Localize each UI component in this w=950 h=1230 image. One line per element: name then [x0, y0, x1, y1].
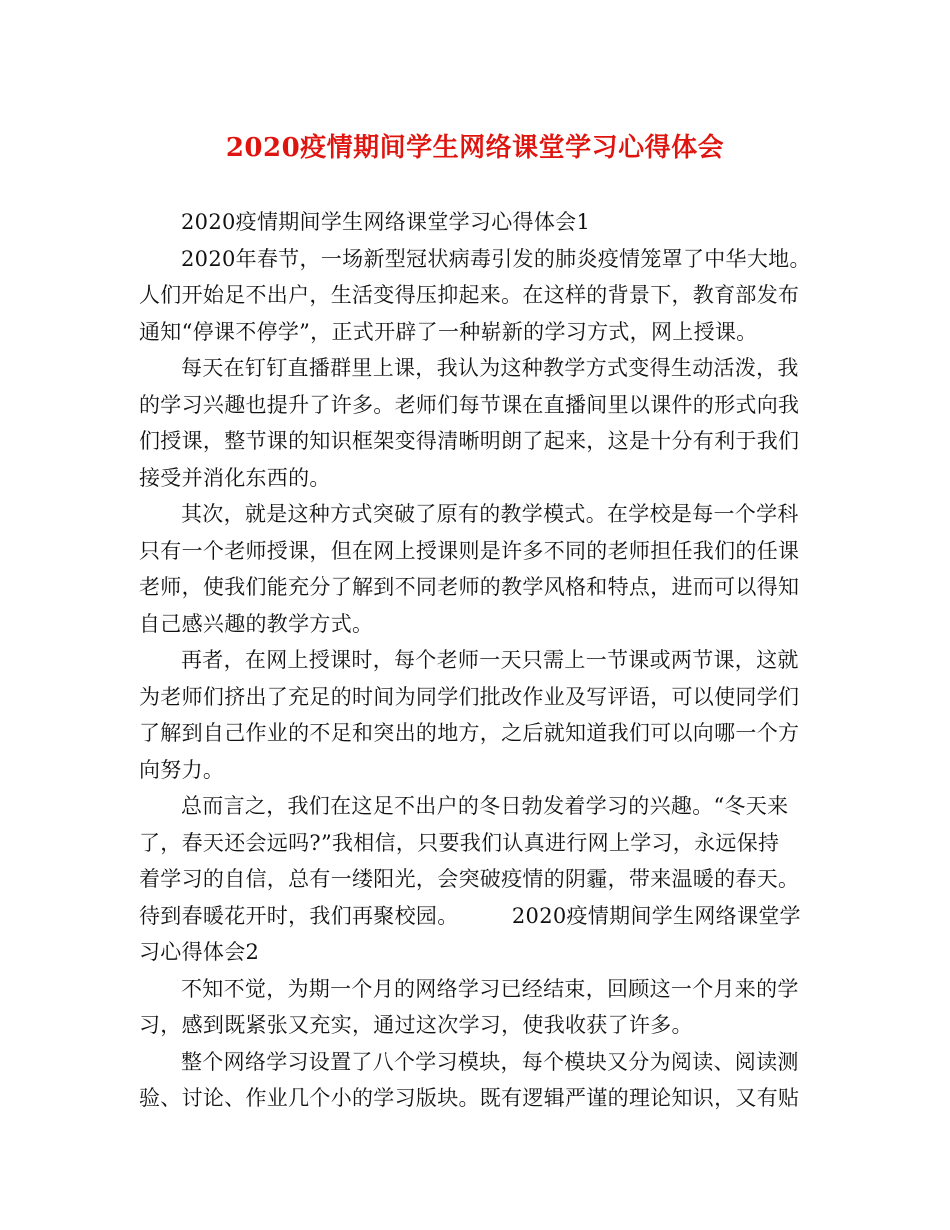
text-line: 2020年春节，一场新型冠状病毒引发的肺炎疫情笼罩了中华大地。 — [181, 246, 811, 271]
text-line: 的学习兴趣也提升了许多。老师们每节课在直播间里以课件的形式向我 — [139, 392, 800, 417]
text-line: 们授课，整节课的知识框架变得清晰明朗了起来，这是十分有利于我们 — [139, 429, 800, 453]
text-line: 了，春天还会远吗?”我相信，只要我们认真进行网上学习，永远保持 — [139, 830, 780, 855]
text-line: 自己感兴趣的教学方式。 — [139, 611, 374, 636]
document-body — [139, 204, 815, 1117]
text-line: 习，感到既紧张又充实，通过这次学习，使我收获了许多。 — [139, 1013, 693, 1037]
text-line: 再者，在网上授课时，每个老师一天只需上一节课或两节课，这就 — [181, 648, 799, 672]
text-line: 每天在钉钉直播群里上课，我认为这种教学方式变得生动活泼，我 — [181, 356, 799, 380]
text-line: 待到春暖花开时，我们再聚校园。 2020疫情期间学生网络课堂学 — [139, 903, 801, 928]
text-line: 其次，就是这种方式突破了原有的教学模式。在学校是每一个学科 — [181, 502, 799, 526]
text-line: 不知不觉，为期一个月的网络学习已经结束，回顾这一个月来的学 — [181, 976, 799, 1001]
text-line: 人们开始足不出户，生活变得压抑起来。在这样的背景下，教育部发布 — [139, 283, 800, 307]
text-line: 通知“停课不停学”，正式开辟了一种崭新的学习方式，网上授课。 — [139, 319, 758, 344]
text-line: 只有一个老师授课，但在网上授课则是许多不同的老师担任我们的任课 — [139, 538, 800, 563]
text-line: 着学习的自信，总有一缕阳光，会突破疫情的阴霾，带来温暖的春天。 — [139, 867, 800, 891]
text-line: 为老师们挤出了充足的时间为同学们批改作业及写评语，可以使同学们 — [139, 684, 800, 709]
text-line: 整个网络学习设置了八个学习模块，每个模块又分为阅读、阅读测 — [181, 1049, 799, 1074]
text-line: 验、讨论、作业几个小的学习版块。既有逻辑严谨的理论知识，又有贴 — [139, 1086, 800, 1110]
document-title: 2020疫情期间学生网络课堂学习心得体会 — [225, 133, 725, 163]
text-line: 2020疫情期间学生网络课堂学习心得体会1 — [181, 210, 591, 234]
text-line: 接受并消化东西的。 — [139, 465, 331, 490]
text-line: 总而言之，我们在这足不出户的冬日勃发着学习的兴趣。“冬天来 — [181, 794, 789, 818]
text-line: 向努力。 — [139, 757, 225, 782]
text-line: 习心得体会2 — [139, 940, 260, 964]
text-line: 了解到自己作业的不足和突出的地方，之后就知道我们可以向哪一个方 — [139, 721, 800, 745]
text-line: 老师，使我们能充分了解到不同老师的教学风格和特点，进而可以得知 — [139, 575, 800, 599]
